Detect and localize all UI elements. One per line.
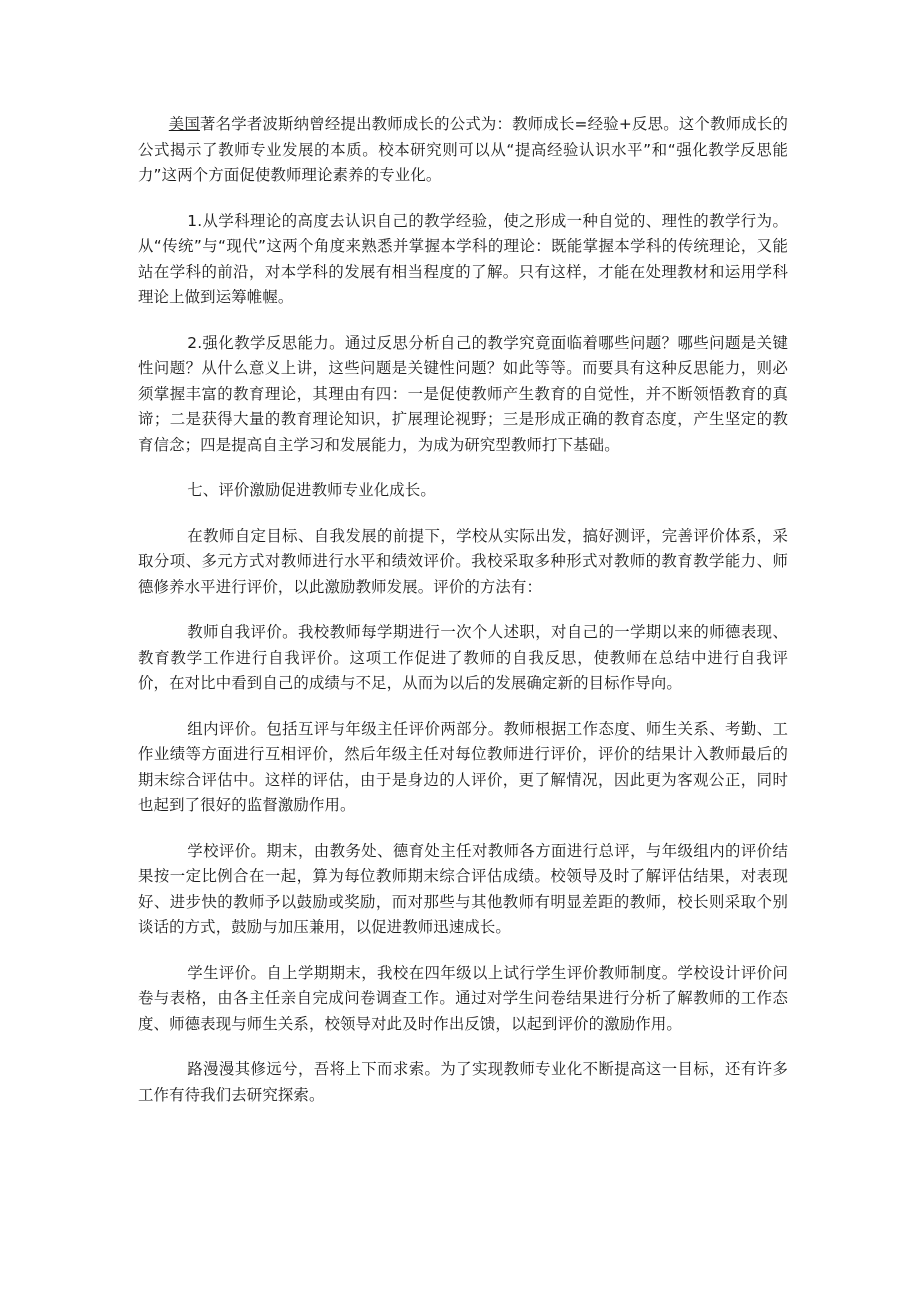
closing-paragraph: 路漫漫其修远兮，吾将上下而求索。为了实现教师专业化不断提高这一目标，还有许多工作有待我们去研究探索。 xyxy=(138,1060,788,1104)
intro-text: 著名学者波斯纳曾经提出教师成长的公式为：教师成长=经验+反思。这个教师成长的公式揭示了教师专业发展的本质。校本研究则可以从“提高经验认识水平”和“强化教学反思能力”这两个方面促使教师理论素养的专业化。 xyxy=(138,115,788,184)
point-2-paragraph: 2.强化教学反思能力。通过反思分析自己的教学究竟面临着哪些问题？哪些问题是关键性问题？从什么意义上讲，这些问题是关键性问题？如此等等。而要具有这种反思能力，则必须掌握丰富的教育理论，其理由有四：一是促使教师产生教育的自觉性，并不断领悟教育的真谛；二是获得大量的教育理论知识，扩展理论视野；三是形成正确的教育态度，产生坚定的教育信念；四是提高自主学习和发展能力，为成为研究型教师打下基础。 xyxy=(138,333,788,454)
self-evaluation-paragraph: 教师自我评价。我校教师每学期进行一次个人述职，对自己的一学期以来的师德表现、教育教学工作进行自我评价。这项工作促进了教师的自我反思，使教师在总结中进行自我评价，在对比中看到自己的成绩与不足，从而为以后的发展确定新的目标作导向。 xyxy=(138,623,788,692)
school-evaluation-paragraph: 学校评价。期末，由教务处、德育处主任对教师各方面进行总评，与年级组内的评价结果按一定比例合在一起，算为每位教师期末综合评估成绩。校领导及时了解评估结果，对表现好、进步快的教师予以鼓励或奖励，而对那些与其他教师有明显差距的教师，校长则采取个别谈话的方式，鼓励与加压兼用，以促进教师迅速成长。 xyxy=(138,841,788,936)
evaluation-intro-paragraph: 在教师自定目标、自我发展的前提下，学校从实际出发，搞好测评，完善评价体系，采取分项、多元方式对教师进行水平和绩效评价。我校采取多种形式对教师的教育教学能力、师德修养水平进行评价，以此激励教师发展。评价的方法有： xyxy=(138,526,788,596)
section-heading-7: 七、评价激励促进教师专业化成长。 xyxy=(187,481,436,499)
intro-paragraph xyxy=(138,112,788,189)
document-body xyxy=(138,112,788,1128)
group-evaluation-paragraph: 组内评价。包括互评与年级主任评价两部分。教师根据工作态度、师生关系、考勤、工作业绩等方面进行互相评价，然后年级主任对每位教师进行评价，评价的结果计入教师最后的期末综合评估中。这样的评估，由于是身边的人评价，更了解情况，因此更为客观公正，同时也起到了很好的监督激励作用。 xyxy=(138,719,788,814)
student-evaluation-paragraph: 学生评价。自上学期期末，我校在四年级以上试行学生评价教师制度。学校设计评价问卷与表格，由各主任亲自完成问卷调查工作。通过对学生问卷结果进行分析了解教师的工作态度、师德表现与师生关系，校领导对此及时作出反馈，以起到评价的激励作用。 xyxy=(138,963,788,1033)
point-1-paragraph: 1.从学科理论的高度去认识自己的教学经验，使之形成一种自觉的、理性的教学行为。从“传统”与“现代”这两个角度来熟悉并掌握本学科的理论：既能掌握本学科的传统理论，又能站在学科的前沿，对本学科的发展有相当程度的了解。只有这样，才能在处理教材和运用学科理论上做到运筹帷幄。 xyxy=(138,211,788,306)
country-link[interactable]: 美国 xyxy=(168,115,201,133)
